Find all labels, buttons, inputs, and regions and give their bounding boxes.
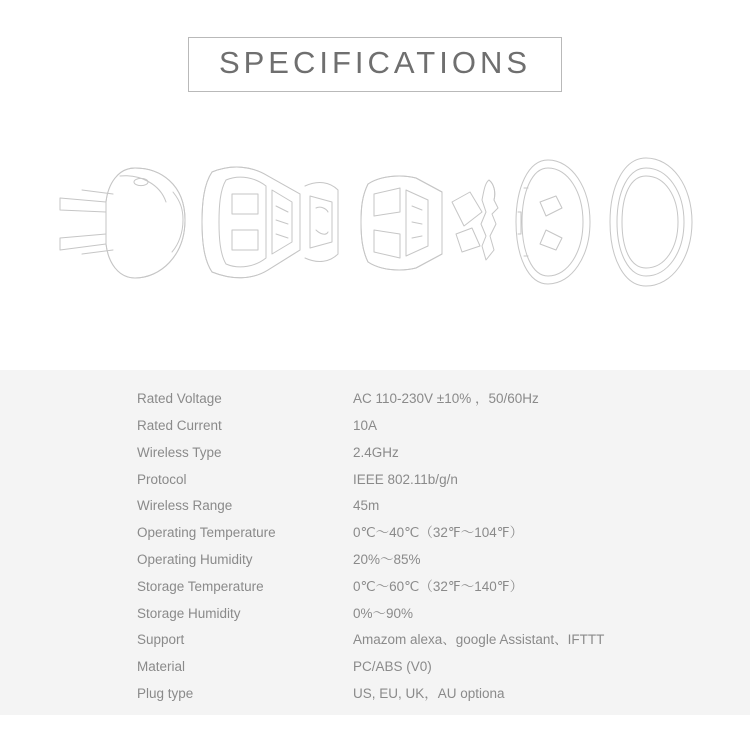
spec-value: IEEE 802.11b/g/n	[353, 471, 458, 487]
spec-value: US, EU, UK，AU optiona	[353, 685, 505, 701]
spec-value: 0℃～40℃（32℉～104℉）	[353, 525, 524, 541]
table-row	[137, 520, 697, 547]
part-socket-frame	[361, 176, 442, 270]
part-internal-pcb-assembly	[202, 167, 338, 278]
bottom-spacer	[0, 715, 750, 750]
table-row	[137, 413, 697, 440]
spec-label: Wireless Type	[137, 444, 222, 460]
part-plug-housing-front	[60, 168, 185, 278]
specifications-panel	[0, 370, 750, 715]
spec-label: Wireless Range	[137, 498, 233, 514]
table-row	[137, 654, 697, 681]
specifications-table-body	[137, 386, 697, 734]
spec-value: AC 110-230V ±10% ，50/60Hz	[353, 391, 539, 407]
spec-label: Plug type	[137, 685, 194, 701]
spec-label: Storage Temperature	[137, 578, 264, 594]
table-row	[137, 386, 697, 413]
specifications-table	[137, 386, 697, 734]
spec-value: Amazom alexa、google Assistant、IFTTT	[353, 632, 605, 648]
exploded-view-smart-plug	[0, 150, 750, 320]
part-metal-contacts	[452, 180, 498, 260]
page-title-container	[0, 37, 750, 92]
spec-label: Storage Humidity	[137, 605, 241, 621]
table-row	[137, 681, 697, 708]
spec-value: 0℃～60℃（32℉～140℉）	[353, 578, 524, 594]
spec-value: 20%～85%	[353, 551, 421, 567]
spec-label: Operating Humidity	[137, 551, 253, 567]
spec-value: 45m	[353, 498, 380, 514]
spec-value: 0%～90%	[353, 605, 414, 621]
spec-value: 2.4GHz	[353, 444, 399, 460]
spec-value: 10A	[353, 418, 378, 434]
table-row	[137, 600, 697, 627]
spec-label: Material	[137, 659, 186, 675]
page-title: SPECIFICATIONS	[218, 45, 532, 80]
table-row	[137, 493, 697, 520]
spec-label: Operating Temperature	[137, 525, 276, 541]
spec-label: Support	[137, 632, 185, 648]
table-row	[137, 573, 697, 600]
table-row	[137, 466, 697, 493]
spec-value: PC/ABS (V0)	[353, 659, 432, 675]
table-row	[137, 440, 697, 467]
spec-label: Rated Current	[137, 418, 222, 434]
spec-label: Protocol	[137, 471, 187, 487]
table-row	[137, 547, 697, 574]
page-title-box	[188, 37, 562, 92]
table-row	[137, 627, 697, 654]
part-outer-ring	[610, 158, 692, 286]
part-back-plate	[516, 160, 590, 284]
spec-label: Rated Voltage	[137, 391, 222, 407]
